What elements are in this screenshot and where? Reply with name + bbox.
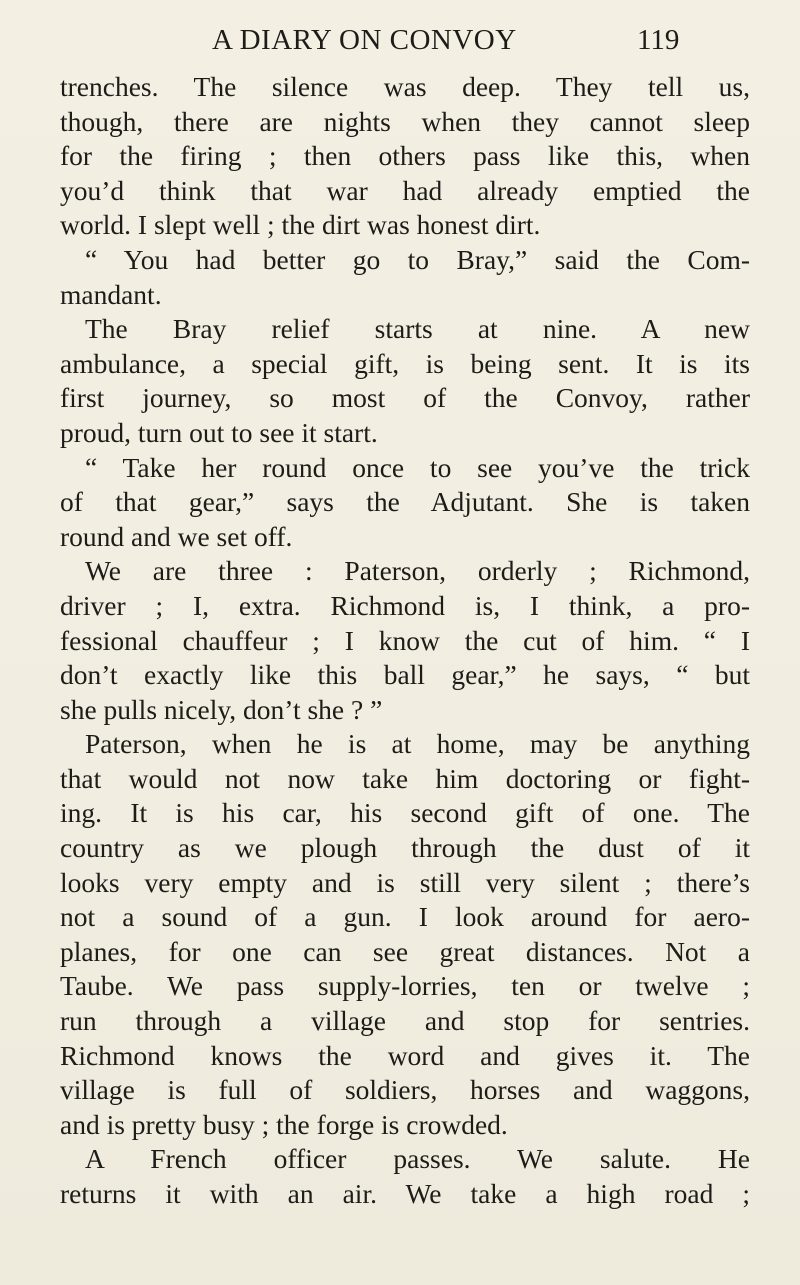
text-line: proud, turn out to see it start.	[60, 416, 378, 448]
body-text	[60, 70, 750, 1212]
page-header	[0, 20, 800, 60]
text-line: trenches. The silence was deep. They tell us,	[60, 71, 750, 102]
text-line: and is pretty busy ; the forge is crowded.	[60, 1108, 508, 1140]
text-line: for the firing ; then others pass like this, when	[60, 140, 750, 172]
text-line: ambulance, a special gift, is being sent. It is its	[60, 347, 750, 379]
text-line: fessional chauffeur ; I know the cut of him. “ I	[60, 624, 750, 656]
text-line: that would not now take him doctoring or fight-	[60, 762, 750, 794]
text-line: mandant.	[60, 278, 162, 310]
text-line: Paterson, when he is at home, may be anything	[85, 728, 750, 760]
text-line: Taube. We pass supply-lorries, ten or twelve ;	[60, 970, 750, 1002]
text-line: “ Take her round once to see you’ve the trick	[85, 451, 750, 483]
text-line: you’d think that war had already emptied the	[60, 174, 750, 206]
text-line: don’t exactly like this ball gear,” he says, “ but	[60, 659, 750, 691]
text-line: first journey, so most of the Convoy, rather	[60, 382, 750, 414]
text-line: The Bray relief starts at nine. A new	[85, 313, 750, 345]
text-line: driver ; I, extra. Richmond is, I think, a pro-	[60, 589, 750, 621]
text-line: Richmond knows the word and gives it. The	[60, 1039, 750, 1071]
text-line: run through a village and stop for sentries.	[60, 1005, 750, 1037]
text-line: ing. It is his car, his second gift of one. The	[60, 797, 750, 829]
text-line: she pulls nicely, don’t she ? ”	[60, 693, 383, 725]
text-line: village is full of soldiers, horses and waggons,	[60, 1074, 750, 1106]
text-line: round and we set off.	[60, 520, 293, 552]
running-title: A DIARY ON CONVOY	[212, 24, 517, 56]
text-line: not a sound of a gun. I look around for aero-	[60, 901, 750, 933]
text-line: “ You had better go to Bray,” said the Com-	[85, 243, 750, 275]
text-line: A French officer passes. We salute. He	[85, 1143, 750, 1175]
text-line: looks very empty and is still very silent ; there’s	[60, 866, 750, 898]
text-line: of that gear,” says the Adjutant. She is taken	[60, 486, 750, 518]
text-line: though, there are nights when they cannot sleep	[60, 105, 750, 137]
page-number: 119	[637, 24, 680, 56]
text-line: world. I slept well ; the dirt was honest dirt.	[60, 209, 541, 241]
text-line: country as we plough through the dust of it	[60, 832, 750, 864]
text-line: planes, for one can see great distances. Not a	[60, 935, 750, 967]
text-line: returns it with an air. We take a high road ;	[60, 1178, 750, 1209]
text-line: We are three : Paterson, orderly ; Richmond,	[85, 555, 750, 587]
